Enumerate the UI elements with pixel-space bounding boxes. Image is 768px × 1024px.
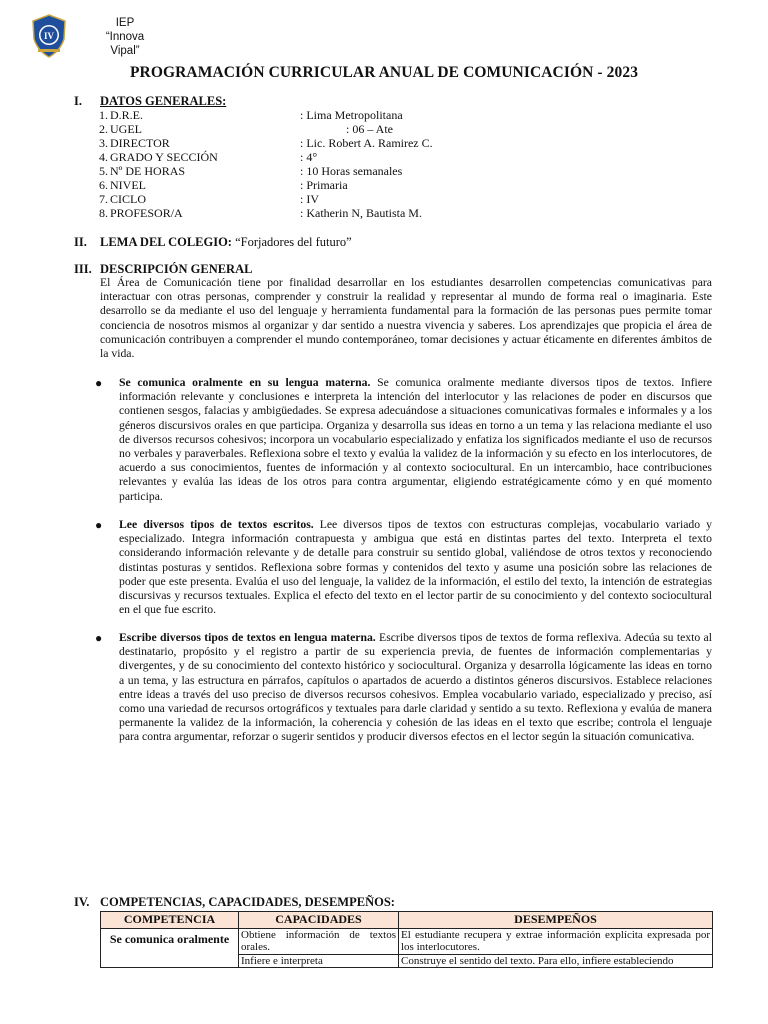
data-row-number: 8.	[99, 206, 108, 220]
data-row-value: : Lic. Robert A. Ramirez C.	[300, 136, 433, 150]
data-row-number: 7.	[99, 192, 108, 206]
data-row-label: Nº DE HORAS	[110, 164, 186, 178]
data-row-label: CICLO	[110, 192, 146, 206]
general-description: El Área de Comunicación tiene por finalidad desarrollar en los estudiantes desarrollen competencias comunicativas para interactuar con otras personas, comprender y construir la realidad y representar al mundo de forma real o imaginaria. Este desarrollo se da mediante el uso del lenguaje y herramienta fundamental para la formación de las personas pues permite tomar conciencia de nosotros mismos al organizar y dar sentido a nuestra vivencia y saberes. Los aprendizajes que propicia el área de comunicación contribuyen a comprender el mundo contemporáneo, tomar decisiones y actuar éticamente en diferentes ámbitos de la vida.	[100, 276, 712, 361]
competency-oral-text: Se comunica oralmente mediante diversos tipos de textos. Infiere información relevante y conclusiones e interpreta la intención del interlocutor y las relaciones de poder en discursos que contienen sesgos, falacias y ambigüedades. Se expresa adecuándose a situaciones comunicativas formales e informales y a los géneros discursivos orales en que participa. Organiza y desarrolla sus ideas en torno a un tema y las relaciona mediante el uso de diversos recursos cohesivos; incorpora un vocabulario especializado y enfatiza los significados mediante el uso de recursos no verbales y paraverbales. Reflexiona sobre el texto y evalúa la validez de la información y su efecto en los interlocutores, de acuerdo a sus conocimientos, fuentes de información y al contexto sociocultural. En un intercambio, hace contribuciones relevantes y evalúa las ideas de los otros para contra argumentar, eligiendo estratégicamente cómo y en qué momento participa.	[119, 376, 713, 503]
section-4-heading	[74, 895, 395, 910]
data-row-number: 3.	[99, 136, 108, 150]
data-row-label: UGEL	[110, 122, 142, 136]
data-row-value: : 4°	[300, 150, 318, 164]
document-title: PROGRAMACIÓN CURRICULAR ANUAL DE COMUNICACIÓN - 2023	[129, 64, 639, 81]
data-row-number: 5.	[99, 164, 108, 178]
table-header-row	[101, 912, 713, 929]
data-row-value: : Lima Metropolitana	[300, 108, 403, 122]
data-row-dre	[90, 108, 540, 122]
data-row-value: : Primaria	[300, 178, 348, 192]
section-1-number: I.	[74, 94, 82, 108]
desempeno-cell: Construye el sentido del texto. Para ello, infiere estableciendo	[399, 955, 713, 968]
competency-oral-title: Se comunica oralmente en su lengua materna.	[119, 376, 371, 389]
header-capacidades: CAPACIDADES	[239, 912, 399, 929]
data-row-label: NIVEL	[110, 178, 146, 192]
section-2-heading	[74, 235, 352, 250]
section-4-title: COMPETENCIAS, CAPACIDADES, DESEMPEÑOS:	[100, 895, 395, 909]
competency-oral	[119, 376, 712, 504]
school-name	[90, 16, 160, 58]
school-line1: IEP	[115, 17, 135, 29]
capacidad-cell: Obtiene información de textos orales.	[239, 929, 399, 955]
general-data-list	[90, 108, 540, 220]
data-row-label: PROFESOR/A	[110, 206, 183, 220]
school-logo	[30, 13, 68, 59]
table-row	[101, 929, 713, 955]
data-row-label: D.R.E.	[110, 108, 143, 122]
capacidad-cell: Infiere e interpreta	[239, 955, 399, 968]
data-row-value: : 06 – Ate	[346, 122, 393, 136]
section-3-title: DESCRIPCIÓN GENERAL	[100, 262, 253, 276]
section-2-title: LEMA DEL COLEGIO:	[100, 235, 232, 249]
logo-text: IV	[43, 31, 55, 41]
section-1-title: DATOS GENERALES:	[100, 94, 227, 108]
data-row-number: 4.	[99, 150, 108, 164]
desempeno-cell: El estudiante recupera y extrae información explícita expresada por los interlocutores.	[399, 929, 713, 955]
data-row-value: : IV	[300, 192, 319, 206]
data-row-number: 2.	[99, 122, 108, 136]
competency-writing-title: Escribe diversos tipos de textos en lengua materna.	[119, 631, 376, 644]
data-row-ugel	[90, 122, 540, 136]
competency-reading-title: Lee diversos tipos de textos escritos.	[119, 518, 314, 531]
competency-reading-text: Lee diversos tipos de textos con estructuras complejas, vocabulario variado y especializado. Integra información contrapuesta y ambigua que está en distintas partes del texto. Interpreta el texto considerando información relevante y de detalle para construir su sentido global, valiéndose de otros textos y reconociendo distintas posturas y sentidos. Reflexiona sobre formas y contenidos del texto y asume una posición sobre las relaciones de poder que este presenta. Evalúa el uso del lenguaje, la validez de la información, el estilo del texto, la intención de estrategias discursivas y recursos textuales. Explica el efecto del texto en el lector partir de su conocimiento y del contexto sociocultural en el que fue escrito.	[119, 518, 712, 617]
data-row-label: GRADO Y SECCIÓN	[110, 150, 218, 164]
bullet-marker: ●	[95, 518, 103, 532]
section-3-number: III.	[74, 262, 92, 276]
school-line2: “Innova Vipal”	[105, 31, 145, 57]
header-competencia: COMPETENCIA	[101, 912, 239, 929]
competencia-cell: Se comunica oralmente	[101, 929, 239, 968]
data-row-number: 6.	[99, 178, 108, 192]
data-row-director	[90, 136, 540, 150]
section-4-number: IV.	[74, 895, 90, 909]
data-row-nivel	[90, 178, 540, 192]
data-row-profesor	[90, 206, 540, 220]
competencies-table	[100, 911, 713, 968]
section-3-heading	[74, 262, 252, 277]
competency-reading	[119, 518, 712, 617]
data-row-value: : 10 Horas semanales	[300, 164, 403, 178]
data-row-label: DIRECTOR	[110, 136, 170, 150]
data-row-number: 1.	[99, 108, 108, 122]
school-motto: “Forjadores del futuro”	[231, 235, 352, 249]
section-1-heading	[74, 94, 226, 109]
header-desempenos: DESEMPEÑOS	[399, 912, 713, 929]
bullet-marker: ●	[95, 376, 103, 390]
data-row-ciclo	[90, 192, 540, 206]
data-row-grado	[90, 150, 540, 164]
data-row-value: : Katherin N, Bautista M.	[300, 206, 422, 220]
competency-writing-text: Escribe diversos tipos de textos de forma reflexiva. Adecúa su texto al destinatario, propósito y el registro a partir de su experiencia previa, de fuentes de información complementarias y divergentes, y de su conocimiento del contexto histórico y sociocultural. Organiza y desarrolla lógicamente las ideas en torno a un tema, y las estructura en párrafos, capítulos o apartados de acuerdo a distintos géneros discursivos. Establece relaciones entre ideas a través del uso preciso de diversos recursos cohesivos. Emplea vocabulario variado, especializado y preciso, así como una variedad de recursos ortográficos y textuales para darle claridad y sentido a su texto. Reflexiona y evalúa de manera permanente la validez de la información, la coherencia y cohesión de las ideas en el texto que escribe; controla el lenguaje para contra argumentar, reforzar o sugerir sentidos y producir diversos efectos en el lector según la situación comunicativa.	[119, 631, 712, 744]
data-row-horas	[90, 164, 540, 178]
bullet-marker: ●	[95, 631, 103, 645]
competency-writing	[119, 631, 712, 745]
section-2-number: II.	[74, 235, 87, 249]
